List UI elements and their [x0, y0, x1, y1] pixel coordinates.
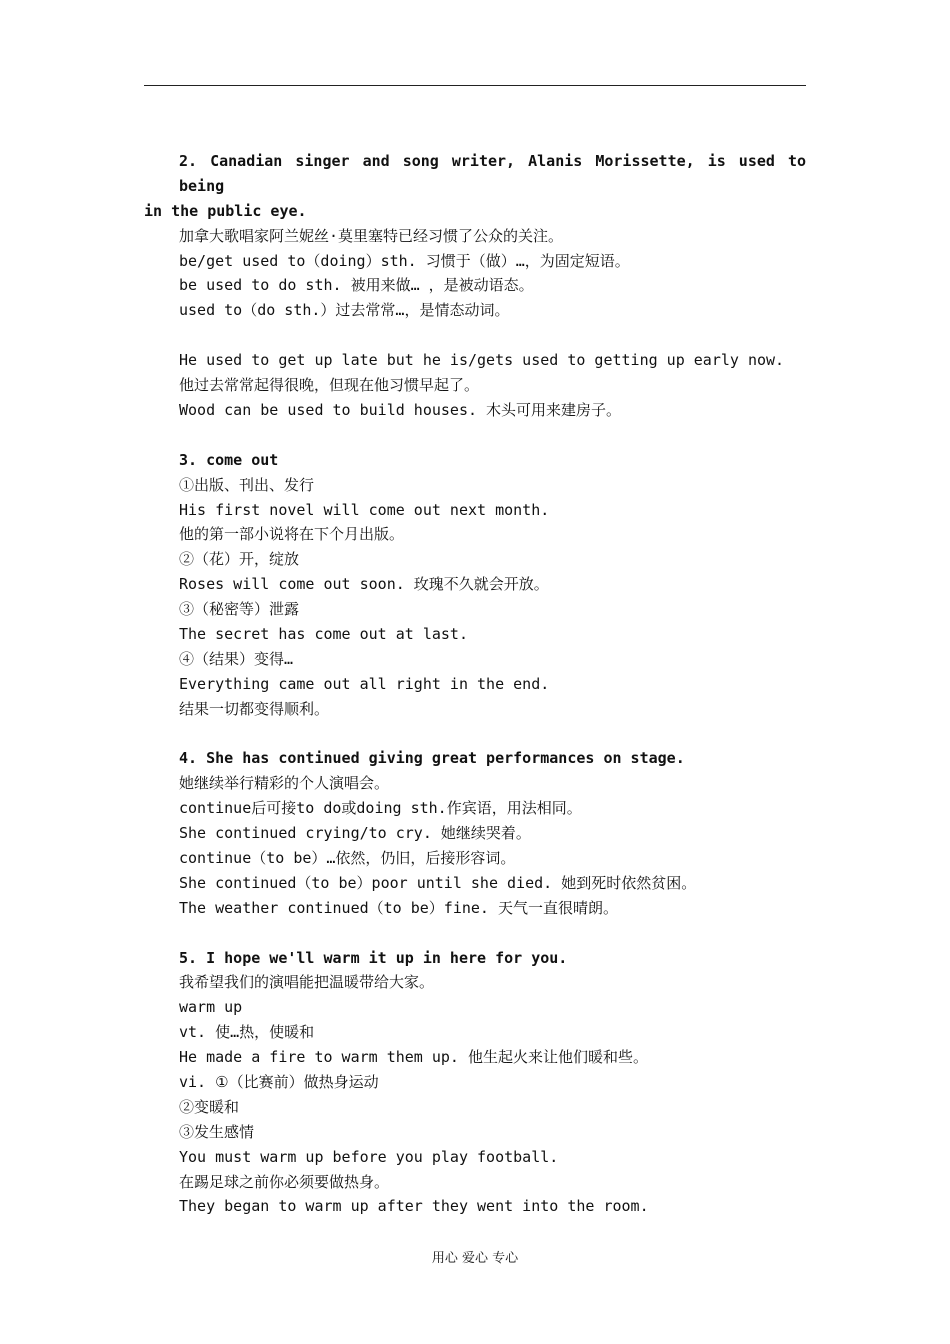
section-3-line: ②（花）开，绽放	[179, 550, 300, 569]
section-2-example: Wood can be used to build houses. 木头可用来建房子。	[179, 400, 622, 419]
section-4-line: continue（to be）…依然，仍旧，后接形容词。	[179, 848, 516, 867]
section-2-line: 加拿大歌唱家阿兰妮丝·莫里塞特已经习惯了公众的关注。	[179, 226, 564, 245]
section-2-heading-line-2: in the public eye.	[144, 201, 307, 220]
section-4-line: 她继续举行精彩的个人演唱会。	[179, 774, 390, 793]
section-2-line: used to（do sth.）过去常常…，是情态动词。	[179, 301, 510, 320]
section-5-line: vt. 使…热，使暖和	[179, 1023, 315, 1042]
section-2-heading-line-1: 2. Canadian singer and song writer, Alanis Morissette, is used to being	[179, 152, 806, 195]
section-2-example: 他过去常常起得很晚，但现在他习惯早起了。	[179, 376, 480, 395]
section-3-line: ④（结果）变得…	[179, 649, 294, 668]
section-4-line: She continued crying/to cry. 她继续哭着。	[179, 824, 531, 843]
section-3-line: His first novel will come out next month.	[179, 500, 550, 519]
section-5-line: ③发生感情	[179, 1122, 255, 1141]
section-5-line: He made a fire to warm them up. 他生起火来让他们暖和些。	[179, 1048, 648, 1067]
section-2-line: be used to do sth. 被用来做… ，是被动语态。	[179, 276, 534, 295]
spacer	[144, 323, 806, 348]
section-5-line: 我希望我们的演唱能把温暖带给大家。	[179, 973, 435, 992]
section-4-line: The weather continued（to be）fine. 天气一直很晴朗。	[179, 898, 618, 917]
section-3-line: 他的第一部小说将在下个月出版。	[179, 525, 405, 544]
section-5-line: ②变暖和	[179, 1097, 240, 1116]
spacer	[144, 921, 806, 946]
section-3-line: The secret has come out at last.	[179, 624, 468, 643]
section-3-line: ①出版、刊出、发行	[179, 475, 315, 494]
section-4-line: continue后可接to do或doing sth.作宾语，用法相同。	[179, 799, 582, 818]
section-3-line: Everything came out all right in the end.	[179, 674, 550, 693]
section-3-line: 结果一切都变得顺利。	[179, 699, 330, 718]
section-2-line: be/get used to（doing）sth. 习惯于（做）…，为固定短语。	[179, 251, 630, 270]
section-5-line: warm up	[179, 998, 243, 1017]
header-rule	[144, 85, 806, 86]
section-4-line: She continued（to be）poor until she died. 她到死时依然贫困。	[179, 873, 697, 892]
document-body	[144, 149, 806, 1219]
section-5-line: You must warm up before you play football.	[179, 1147, 559, 1166]
section-3-heading: 3. come out	[179, 450, 279, 469]
section-5-line: 在踢足球之前你必须要做热身。	[179, 1172, 390, 1191]
section-4-heading: 4. She has continued giving great performances on stage.	[179, 749, 685, 768]
page-footer: 用心 爱心 专心	[431, 1251, 519, 1266]
section-5-line: vi. ①（比赛前）做热身运动	[179, 1072, 379, 1091]
spacer	[144, 423, 806, 448]
section-2-example: He used to get up late but he is/gets used to getting up early now.	[179, 351, 785, 370]
spacer	[144, 722, 806, 747]
section-3-line: ③（秘密等）泄露	[179, 600, 300, 619]
section-3-line: Roses will come out soon. 玫瑰不久就会开放。	[179, 575, 549, 594]
section-5-heading: 5. I hope we'll warm it up in here for you.	[179, 948, 568, 967]
section-5-line: They began to warm up after they went into the room.	[179, 1197, 649, 1216]
